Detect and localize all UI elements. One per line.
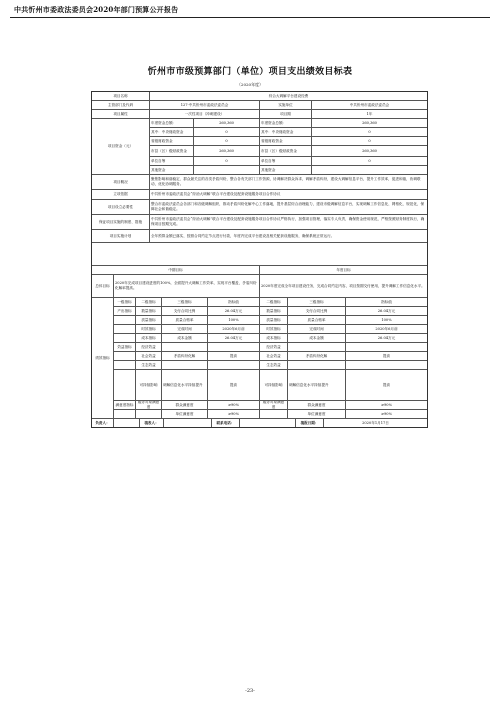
indicators-header-row: [114, 298, 427, 307]
phone-label: 联系电话：: [212, 419, 240, 427]
indicator-header: 二级指标: [136, 298, 162, 306]
project-name-value: 综合大调解平台建设经费: [268, 93, 309, 98]
overview-row: [92, 175, 427, 190]
plan-value: 全年预算金额已落实，按照合同约定节点进行付款，年度内完成平台建设及相关配套设施服务，确保系统正常运行。: [151, 233, 335, 238]
indicator-row: [114, 316, 427, 325]
indicator-row: [114, 307, 427, 316]
indicator-cell: 成本指标: [260, 334, 288, 342]
funds-cell: 260,360: [362, 148, 377, 153]
project-name-label: 项目名称: [92, 92, 150, 100]
necessity-label: 项目设立必要性: [92, 200, 150, 214]
indicator-cell: 生态效益: [260, 361, 288, 369]
funds-cell: 年度资金总额：: [260, 119, 312, 127]
page-number: -23-: [245, 688, 255, 694]
funds-cell: 单位自筹: [260, 157, 312, 165]
indicator-header: 一级指标: [114, 298, 136, 306]
filler-value: [164, 419, 212, 427]
indicator-row: [114, 361, 427, 370]
guarantee-label: 保证项目实施的制度、措施: [92, 215, 150, 229]
mid-goal-value: 2020年完成项目建设进度的100%，全面提升大调解工作效率，实现平台覆盖，矛盾纠纷化解率提高。: [114, 275, 260, 297]
funds-row: [150, 166, 427, 174]
signature-row: [92, 419, 427, 427]
phone-value: [240, 419, 296, 427]
leader-label: 负责人：: [92, 419, 114, 427]
mid-goal-label: 中期目标: [92, 266, 260, 274]
indicator-row: [114, 401, 427, 410]
dept-value: 127-中共忻州市委政法委员会: [150, 101, 260, 109]
overall-goal-label: 总体目标: [92, 275, 114, 297]
guarantee-row: [92, 215, 427, 230]
funds-cell: 省级财政资金: [260, 137, 312, 145]
indicator-cell: 100%: [381, 317, 392, 322]
funds-cell: 省级财政资金: [150, 137, 194, 145]
indicator-row: [114, 334, 427, 343]
performance-target-table: [91, 91, 428, 428]
funds-cell: 其他资金: [150, 166, 194, 174]
indicator-cell: [136, 410, 162, 418]
indicator-cell: [288, 361, 346, 369]
indicator-cell: [346, 343, 427, 351]
funds-label: 项目资金（元）: [92, 119, 150, 174]
indicator-cell: 时效指标: [136, 325, 162, 333]
indicator-cell: [114, 334, 136, 342]
indicator-cell: [346, 361, 427, 369]
indicator-cell: 成本金额: [162, 334, 208, 342]
indicator-cell: [208, 361, 260, 369]
funds-cell: 市县（区）级财政资金: [260, 146, 312, 156]
indicator-cell: [260, 410, 288, 418]
indicators-label: 绩效指标: [92, 298, 114, 418]
attr-row: [92, 110, 427, 119]
indicator-cell: ≥90%: [208, 401, 260, 409]
unit-value: 中共忻州市委政法委员会: [349, 102, 390, 107]
funds-cell: 市县（区）级财政资金: [150, 146, 194, 156]
indicator-cell: [114, 316, 136, 324]
necessity-value: 整合市委政法委员会各部门和各级调解组织，推动矛盾纠纷化解中心工作落地，提升基层综合治理能力，建设市级调解信息平台，实现调解工作信息化、网格化、规范化，保障社会和谐稳定。: [151, 202, 425, 211]
indicator-header: 指标值: [208, 298, 260, 306]
indicator-cell: ≥90%: [208, 410, 260, 418]
page-header: 中共忻州市委政法委员会2020年部门预算公开报告: [14, 5, 179, 14]
indicator-cell: [162, 343, 208, 351]
indicator-cell: [162, 361, 208, 369]
indicator-cell: 调解信息化水平持续提升: [288, 370, 346, 400]
indicator-cell: ≥90%: [381, 402, 392, 407]
funds-row: [150, 137, 427, 146]
year-goal-value: 2020年度完成全年项目建设任务，完成合同约定内容，项目按期交付使用，提升调解工作信息化水平。: [261, 283, 425, 288]
indicator-header: 二级指标: [260, 298, 288, 306]
indicator-row: [114, 325, 427, 334]
indicator-cell: 生态效益: [136, 361, 162, 369]
indicator-cell: [288, 343, 346, 351]
project-name-row: [92, 92, 427, 101]
indicator-cell: 服务对象满意度: [136, 401, 162, 409]
indicator-cell: 2020年6月前: [375, 326, 398, 331]
indicator-cell: 社会效益: [136, 352, 162, 360]
dept-label: 主管部门及代码: [92, 101, 150, 109]
funds-grid: [150, 119, 427, 174]
indicator-cell: [114, 361, 136, 369]
indicator-cell: 完成时间: [162, 325, 208, 333]
indicator-cell: 2020年6月前: [208, 325, 260, 333]
form-title: 忻州市市级预算部门（单位）项目支出绩效目标表: [147, 67, 353, 77]
indicator-cell: 数量指标: [136, 307, 162, 315]
funds-cell: 0: [368, 129, 371, 134]
goals-header-row: [92, 266, 427, 275]
funds-cell: 0: [194, 157, 260, 165]
attr-label: 项目属性: [92, 110, 150, 118]
indicator-cell: 26.04万元: [208, 307, 260, 315]
basis-value: 中共忻州市委政法委员会“综治大调解”联合平台建设及配套设施服务项目合作协议: [151, 192, 281, 197]
funds-row: [150, 146, 427, 157]
indicator-cell: 经济效益: [136, 343, 162, 351]
funds-row: [150, 157, 427, 166]
indicator-cell: 矛盾纠纷化解: [162, 352, 208, 360]
plan-label: 项目实施计划: [92, 230, 150, 242]
date-value: 2020年1月17日: [362, 420, 389, 425]
funds-row: [150, 128, 427, 137]
indicator-cell: 矛盾纠纷化解: [288, 352, 346, 360]
indicator-cell: 单位满意度: [162, 410, 208, 418]
indicator-cell: 可持续影响: [260, 370, 288, 400]
indicator-cell: [114, 352, 136, 360]
funds-cell: 260,360: [362, 120, 377, 125]
indicator-cell: [208, 343, 260, 351]
indicator-header: 三级指标: [288, 298, 346, 306]
form-year: （2020年度）: [236, 82, 264, 87]
indicator-cell: 产出指标: [114, 307, 136, 315]
indicator-cell: 支付合同比例: [162, 307, 208, 315]
indicator-cell: 调解信息化水平持续提升: [162, 370, 208, 400]
indicator-cell: 群众满意度: [162, 401, 208, 409]
indicator-cell: 单位满意度: [288, 410, 346, 418]
header-divider: [10, 17, 490, 18]
indicator-row: [114, 410, 427, 418]
indicator-cell: 提高: [382, 382, 391, 387]
funds-cell: 0: [194, 128, 260, 136]
indicator-cell: 26.04万元: [208, 334, 260, 342]
indicator-cell: [114, 370, 136, 400]
basis-row: [92, 190, 427, 200]
necessity-row: [92, 200, 427, 215]
indicator-cell: 成本金额: [288, 334, 346, 342]
date-label: 填报日期：: [296, 419, 324, 427]
leader-value: [114, 419, 140, 427]
plan-row: [92, 230, 427, 243]
attr-value: 一次性项目（冲刺建设）: [150, 110, 260, 118]
indicator-cell: 26.04万元: [377, 335, 396, 340]
funds-cell: 0: [194, 137, 260, 145]
funds-cell: 年度资金总额：: [150, 119, 194, 127]
filler-label: 填表人：: [140, 419, 164, 427]
indicator-cell: 提高: [382, 353, 391, 358]
indicator-cell: 效益指标: [114, 343, 136, 351]
indicator-cell: 质量指标: [136, 316, 162, 324]
overview-label: 项目概况: [92, 175, 150, 189]
indicator-cell: 群众满意度: [288, 401, 346, 409]
goals-row: [92, 275, 427, 298]
indicator-cell: [114, 325, 136, 333]
funds-cell: [194, 166, 260, 174]
indicator-cell: 服务对象满意度: [260, 401, 288, 409]
indicator-row: [114, 343, 427, 352]
funds-block: [92, 119, 427, 175]
indicator-cell: 提高: [208, 370, 260, 400]
funds-cell: 0: [368, 138, 371, 143]
indicator-cell: 时效指标: [260, 325, 288, 333]
funds-cell: 其中：中央财政资金: [150, 128, 194, 136]
funds-row: [150, 119, 427, 128]
spacer-row: [92, 243, 427, 266]
indicator-cell: 社会效益: [260, 352, 288, 360]
indicators-block: [92, 298, 427, 419]
indicator-cell: [114, 410, 136, 418]
indicator-cell: ≥90%: [381, 411, 392, 416]
unit-label: 实施单位: [260, 101, 312, 109]
funds-cell: 0: [368, 158, 371, 163]
funds-cell: 260,360: [194, 119, 260, 127]
basis-label: 立项依据: [92, 190, 150, 199]
indicator-cell: 完成时间: [288, 325, 346, 333]
indicator-cell: 支付合同比例: [288, 307, 346, 315]
funds-cell: [312, 166, 427, 174]
indicator-cell: 提高: [208, 352, 260, 360]
funds-cell: 单位自筹: [150, 157, 194, 165]
indicator-row: [114, 370, 427, 401]
indicator-row: [114, 352, 427, 361]
indicator-cell: 质量合格率: [162, 316, 208, 324]
indicator-cell: 26.04万元: [377, 308, 396, 313]
indicator-cell: 质量指标: [260, 316, 288, 324]
funds-cell: 其中：中央财政资金: [260, 128, 312, 136]
overview-value: 聚焦影响和谐稳定、群众最关注的各类矛盾纠纷，整合各有关部门工作资源，协调解决群众诉求，调解矛盾纠纷，建设大调解信息平台，提升工作效率，促进和谐，协调联动，优化协调服务。: [151, 177, 421, 186]
indicator-cell: 100%: [208, 316, 260, 324]
period-label: 项目期: [260, 110, 312, 118]
indicator-cell: 经济效益: [260, 343, 288, 351]
indicator-cell: 数量指标: [260, 307, 288, 315]
period-value: 1年: [366, 111, 373, 116]
year-goal-label: 年度目标: [336, 267, 351, 272]
indicator-cell: 可持续影响: [136, 370, 162, 400]
guarantee-value: 中共忻州市委政法委员会“综治大调解”联合平台建设及配套设施服务项目合作协议严格执行，加强项目管理，落实专人负责，确保资金使用规范，严格按照财务制度执行，确保项目按期完成。: [151, 217, 425, 226]
funds-cell: 260,360: [194, 146, 260, 156]
indicators-grid: [114, 298, 427, 418]
indicator-cell: 成本指标: [136, 334, 162, 342]
indicator-header: 指标值: [381, 299, 392, 304]
blank-cell: [92, 243, 427, 265]
indicator-cell: 满意度指标: [114, 401, 136, 409]
funds-cell: 其他资金: [260, 166, 312, 174]
indicator-header: 三级指标: [162, 298, 208, 306]
dept-row: [92, 101, 427, 110]
indicator-cell: 质量合格率: [288, 316, 346, 324]
